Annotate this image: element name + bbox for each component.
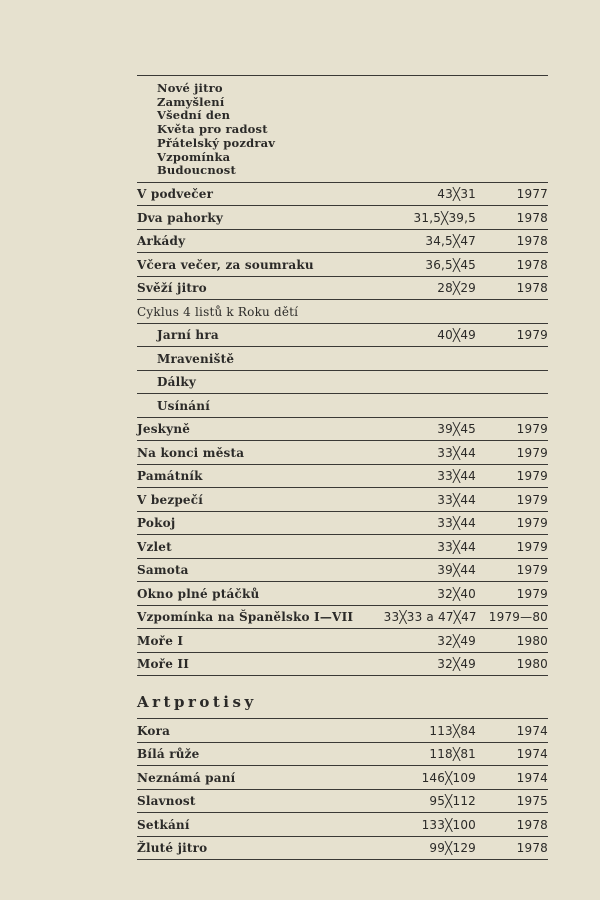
- work-dimensions: 95╳112: [429, 794, 476, 809]
- works-table: [137, 182, 548, 677]
- work-dimensions: 43╳31: [437, 187, 476, 202]
- work-title: Svěží jitro: [137, 281, 207, 296]
- work-title: Mraveniště: [157, 351, 235, 366]
- work-dimensions: 32╳40: [437, 586, 476, 601]
- table-row: [137, 765, 548, 789]
- work-dimensions: 33╳44: [437, 516, 476, 531]
- work-year: 1975: [516, 794, 548, 809]
- work-year: 1974: [516, 770, 548, 785]
- table-row: [137, 652, 548, 677]
- table-row: [137, 393, 548, 417]
- work-year: 1974: [516, 747, 548, 762]
- table-row: [137, 417, 548, 441]
- list-item: Budoucnost: [157, 163, 236, 178]
- work-dimensions: 39╳45: [437, 422, 476, 437]
- work-dimensions: 28╳29: [437, 281, 476, 296]
- work-dimensions: 118╳81: [429, 747, 476, 762]
- work-year: 1979: [516, 445, 548, 460]
- work-title: Památník: [137, 469, 203, 484]
- work-title: Jeskyně: [137, 422, 191, 437]
- work-dimensions: 36,5╳45: [425, 257, 476, 272]
- table-row: [137, 742, 548, 766]
- work-title: Dálky: [157, 375, 197, 390]
- work-year: 1978: [516, 281, 548, 296]
- table-row: [137, 276, 548, 300]
- table-row: [137, 182, 548, 206]
- work-title: Kora: [137, 723, 171, 738]
- list-item: Nové jitro: [157, 81, 223, 95]
- work-year: 1979—80: [488, 610, 548, 625]
- work-title: Moře II: [137, 657, 190, 672]
- cycle-heading: Cyklus 4 listů k Roku dětí: [137, 304, 299, 319]
- work-title: V bezpečí: [137, 492, 204, 507]
- work-title: Bílá růže: [137, 747, 200, 762]
- list-item: Vzpomínka: [157, 149, 231, 164]
- work-title: Samota: [137, 563, 189, 578]
- work-dimensions: 33╳44: [437, 492, 476, 507]
- table-row: [137, 346, 548, 370]
- table-row: [137, 789, 548, 813]
- work-year: 1978: [516, 210, 548, 225]
- work-title: Žluté jitro: [137, 841, 208, 856]
- table-row: [137, 370, 548, 394]
- table-row: [137, 440, 548, 464]
- work-year: 1979: [516, 539, 548, 554]
- work-dimensions: 33╳33 a 47╳47: [383, 610, 477, 625]
- work-dimensions: 34,5╳47: [425, 234, 476, 249]
- work-title: Vzpomínka na Španělsko I—VII: [137, 610, 354, 625]
- work-year: 1979: [516, 492, 548, 507]
- work-title: Neznámá paní: [137, 770, 236, 785]
- work-dimensions: 33╳44: [437, 469, 476, 484]
- work-title: Usínání: [157, 398, 210, 413]
- work-year: 1979: [516, 563, 548, 578]
- work-dimensions: 99╳129: [429, 841, 476, 856]
- table-row: [137, 558, 548, 582]
- work-year: 1978: [516, 841, 548, 856]
- work-title: Dva pahorky: [137, 210, 224, 225]
- work-dimensions: 33╳44: [437, 445, 476, 460]
- work-dimensions: 31,5╳39,5: [413, 210, 476, 225]
- work-title: Setkání: [137, 817, 190, 832]
- list-item: Zamyšlení: [157, 94, 225, 109]
- work-year: 1979: [516, 469, 548, 484]
- work-dimensions: 40╳49: [437, 328, 476, 343]
- work-title: V podvečer: [137, 187, 214, 202]
- list-item: Květa pro radost: [157, 122, 268, 137]
- continuation-list: [137, 76, 548, 182]
- table-row: [137, 252, 548, 276]
- table-row: [137, 581, 548, 605]
- catalog-page: [137, 75, 548, 860]
- table-row: [137, 205, 548, 229]
- table-row: [137, 229, 548, 253]
- list-item: Přátelský pozdrav: [157, 135, 276, 150]
- work-title: Na konci města: [137, 445, 245, 460]
- table-row: [137, 812, 548, 836]
- work-year: 1974: [516, 723, 548, 738]
- work-year: 1977: [516, 187, 548, 202]
- table-row: [137, 323, 548, 347]
- table-row: [137, 628, 548, 652]
- work-title: Pokoj: [137, 516, 176, 531]
- work-title: Jarní hra: [157, 328, 219, 343]
- work-year: 1980: [516, 633, 548, 648]
- work-year: 1978: [516, 257, 548, 272]
- table-row: [137, 464, 548, 488]
- work-title: Vzlet: [137, 539, 172, 554]
- work-dimensions: 33╳44: [437, 539, 476, 554]
- work-dimensions: 146╳109: [421, 770, 476, 785]
- work-year: 1979: [516, 328, 548, 343]
- work-year: 1978: [516, 234, 548, 249]
- work-title: Slavnost: [137, 794, 196, 809]
- artprotisy-table: [137, 718, 548, 860]
- table-row: [137, 511, 548, 535]
- work-title: Moře I: [137, 633, 184, 648]
- section-heading: Artprotisy: [137, 693, 257, 712]
- work-title: Včera večer, za soumraku: [137, 257, 314, 272]
- work-dimensions: 39╳44: [437, 563, 476, 578]
- list-item: Všední den: [157, 108, 231, 123]
- table-row: [137, 836, 548, 861]
- table-row: [137, 487, 548, 511]
- work-title: Arkády: [137, 234, 186, 249]
- work-year: 1980: [516, 657, 548, 672]
- work-year: 1978: [516, 817, 548, 832]
- work-dimensions: 32╳49: [437, 657, 476, 672]
- table-row: [137, 605, 548, 629]
- work-year: 1979: [516, 422, 548, 437]
- work-year: 1979: [516, 586, 548, 601]
- work-dimensions: 113╳84: [429, 723, 476, 738]
- table-row: [137, 534, 548, 558]
- work-dimensions: 133╳100: [421, 817, 476, 832]
- table-row: [137, 299, 548, 323]
- work-year: 1979: [516, 516, 548, 531]
- table-row: [137, 718, 548, 742]
- work-title: Okno plné ptáčků: [137, 586, 260, 601]
- work-dimensions: 32╳49: [437, 633, 476, 648]
